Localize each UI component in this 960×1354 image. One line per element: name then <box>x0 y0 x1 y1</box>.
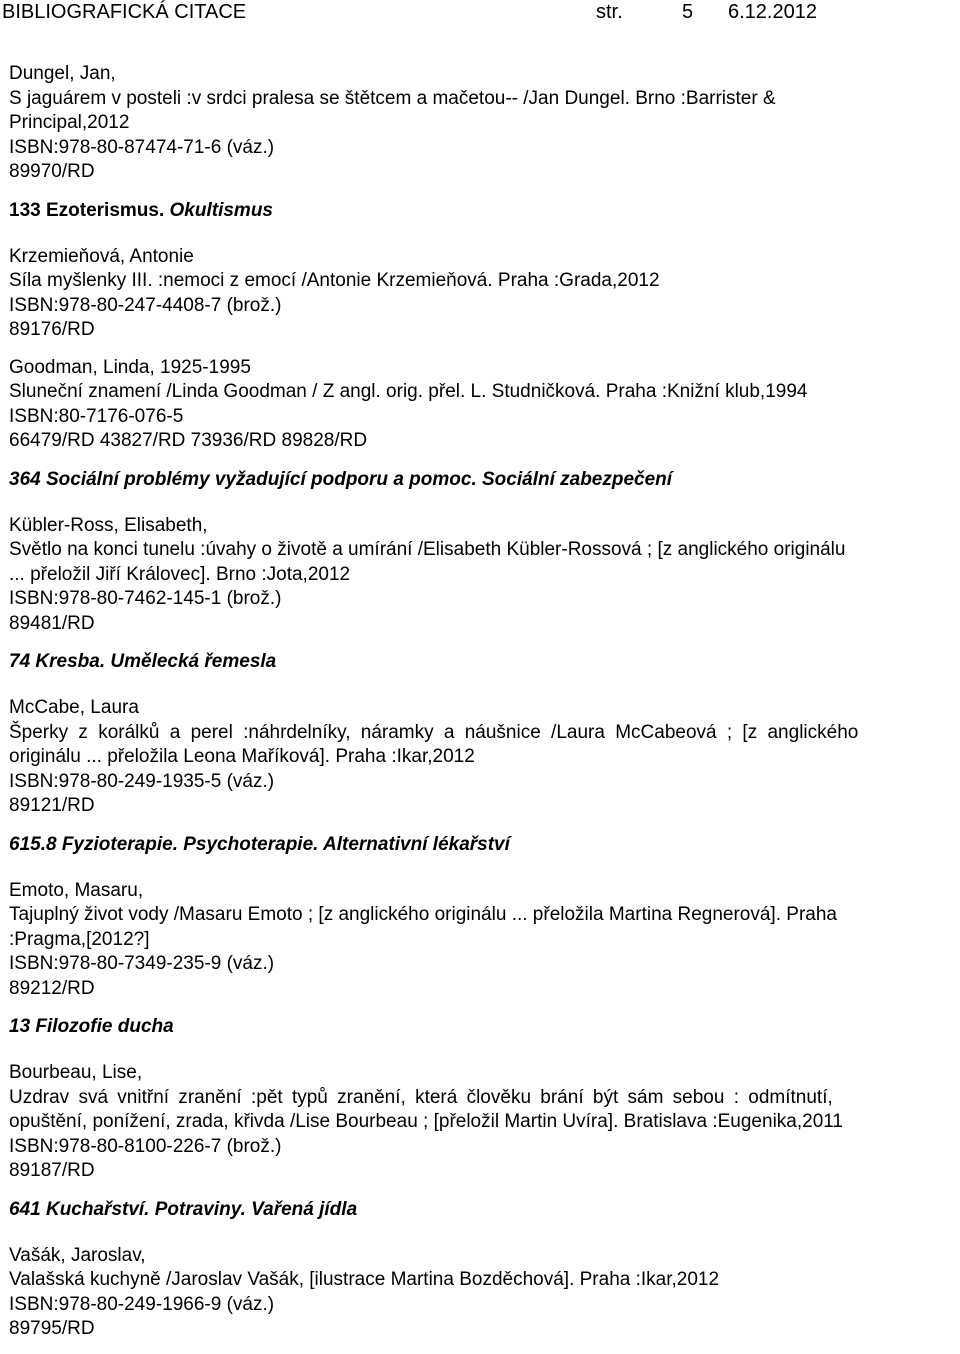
entry-title: Valašská kuchyně /Jaroslav Vašák, [ilustrace Martina Bozděchová]. Praha :Ikar,2012 <box>9 1269 720 1290</box>
citation-entry <box>9 514 955 637</box>
entry-author: McCabe, Laura <box>9 697 139 718</box>
entry-author: Vašák, Jaroslav, <box>9 1244 146 1266</box>
entry-title: Světlo na konci tunelu :úvahy o životě a umírání /Elisabeth Kübler-Rossová ; [z anglického originálu <box>9 539 846 560</box>
section-heading: 615.8 Fyzioterapie. Psychoterapie. Alternativní lékařství <box>9 833 510 855</box>
citation-entry <box>9 245 955 343</box>
section-heading: 641 Kuchařství. Potraviny. Vařená jídla <box>9 1198 358 1220</box>
entry-isbn: ISBN:978-80-8100-226-7 (brož.) <box>9 1135 282 1157</box>
entry-title: Sluneční znamení /Linda Goodman / Z angl. orig. přel. L. Studničková. Praha :Knižní klub,1994 <box>9 381 808 402</box>
entry-title-continued: originálu ... přeložila Leona Maříková]. Praha :Ikar,2012 <box>9 746 475 767</box>
section-heading-code: 133 Ezoterismus. <box>9 199 165 221</box>
entry-spacer <box>9 343 955 356</box>
entry-signature: 89121/RD <box>9 795 95 816</box>
section-heading: 364 Sociální problémy vyžadující podporu a pomoc. Sociální zabezpečení <box>9 468 673 490</box>
page-number: 5 <box>682 1 694 23</box>
entry-title: Síla myšlenky III. :nemoci z emocí /Antonie Krzemieňová. Praha :Grada,2012 <box>9 270 660 291</box>
citation-entry <box>9 879 955 1002</box>
page-label: str. <box>596 1 623 23</box>
entry-signature: 89970/RD <box>9 161 95 182</box>
entry-author: Bourbeau, Lise, <box>9 1062 143 1083</box>
entry-title-continued: ... přeložil Jiří Královec]. Brno :Jota,2012 <box>9 563 351 585</box>
entry-title: Tajuplný život vody /Masaru Emoto ; [z anglického originálu ... přeložila Martina Regnerová]. Praha <box>9 904 837 925</box>
section-heading-rest: Okultismus <box>164 199 273 221</box>
section-heading: 13 Filozofie ducha <box>9 1016 174 1037</box>
entry-title-continued: opuštění, ponížení, zrada, křivda /Lise Bourbeau ; [přeložil Martin Uvíra]. Bratislava :Eugenika,2011 <box>9 1111 843 1132</box>
entry-isbn: ISBN:978-80-87474-71-6 (váz.) <box>9 136 275 158</box>
citation-entry <box>9 696 955 819</box>
entry-signature: 89795/RD <box>9 1318 95 1339</box>
entry-isbn: ISBN:978-80-249-1935-5 (váz.) <box>9 770 275 792</box>
entry-title-continued: Principal,2012 <box>9 112 130 133</box>
header-title: BIBLIOGRAFICKÁ CITACE <box>2 1 247 23</box>
entry-author: Dungel, Jan, <box>9 63 116 84</box>
entry-signature: 89176/RD <box>9 319 95 340</box>
citation-entry <box>9 1061 955 1184</box>
entry-isbn: ISBN:80-7176-076-5 <box>9 405 184 427</box>
page-header <box>0 0 960 26</box>
entry-title-continued: :Pragma,[2012?] <box>9 928 150 950</box>
entry-isbn: ISBN:978-80-249-1966-9 (váz.) <box>9 1293 275 1315</box>
entry-signature: 89187/RD <box>9 1160 95 1181</box>
citation-entry <box>9 356 955 454</box>
entry-author: Krzemieňová, Antonie <box>9 245 194 267</box>
entry-title: S jaguárem v posteli :v srdci pralesa se štětcem a mačetou-- /Jan Dungel. Brno :Barrister & <box>9 87 776 109</box>
header-date: 6.12.2012 <box>728 1 817 23</box>
citation-list <box>9 62 955 1342</box>
section-heading <box>9 199 955 223</box>
entry-isbn: ISBN:978-80-7349-235-9 (váz.) <box>9 953 275 974</box>
section-heading: 74 Kresba. Umělecká řemesla <box>9 651 277 672</box>
entry-author: Emoto, Masaru, <box>9 879 144 901</box>
entry-signatures: 66479/RD 43827/RD 73936/RD 89828/RD <box>9 430 368 451</box>
entry-isbn: ISBN:978-80-7462-145-1 (brož.) <box>9 588 282 609</box>
entry-author: Goodman, Linda, 1925-1995 <box>9 356 251 378</box>
entry-isbn: ISBN:978-80-247-4408-7 (brož.) <box>9 294 282 316</box>
entry-title: Šperky z korálků a perel :náhrdelníky, náramky a náušnice /Laura McCabeová ; [z anglického <box>9 721 859 743</box>
entry-title: Uzdrav svá vnitřní zranění :pět typů zranění, která člověku brání být sám sebou : odmítnutí, <box>9 1086 833 1108</box>
citation-entry <box>9 1244 955 1342</box>
entry-signature: 89212/RD <box>9 977 95 999</box>
citation-entry <box>9 62 955 185</box>
entry-author: Kübler-Ross, Elisabeth, <box>9 514 208 536</box>
entry-signature: 89481/RD <box>9 612 95 634</box>
